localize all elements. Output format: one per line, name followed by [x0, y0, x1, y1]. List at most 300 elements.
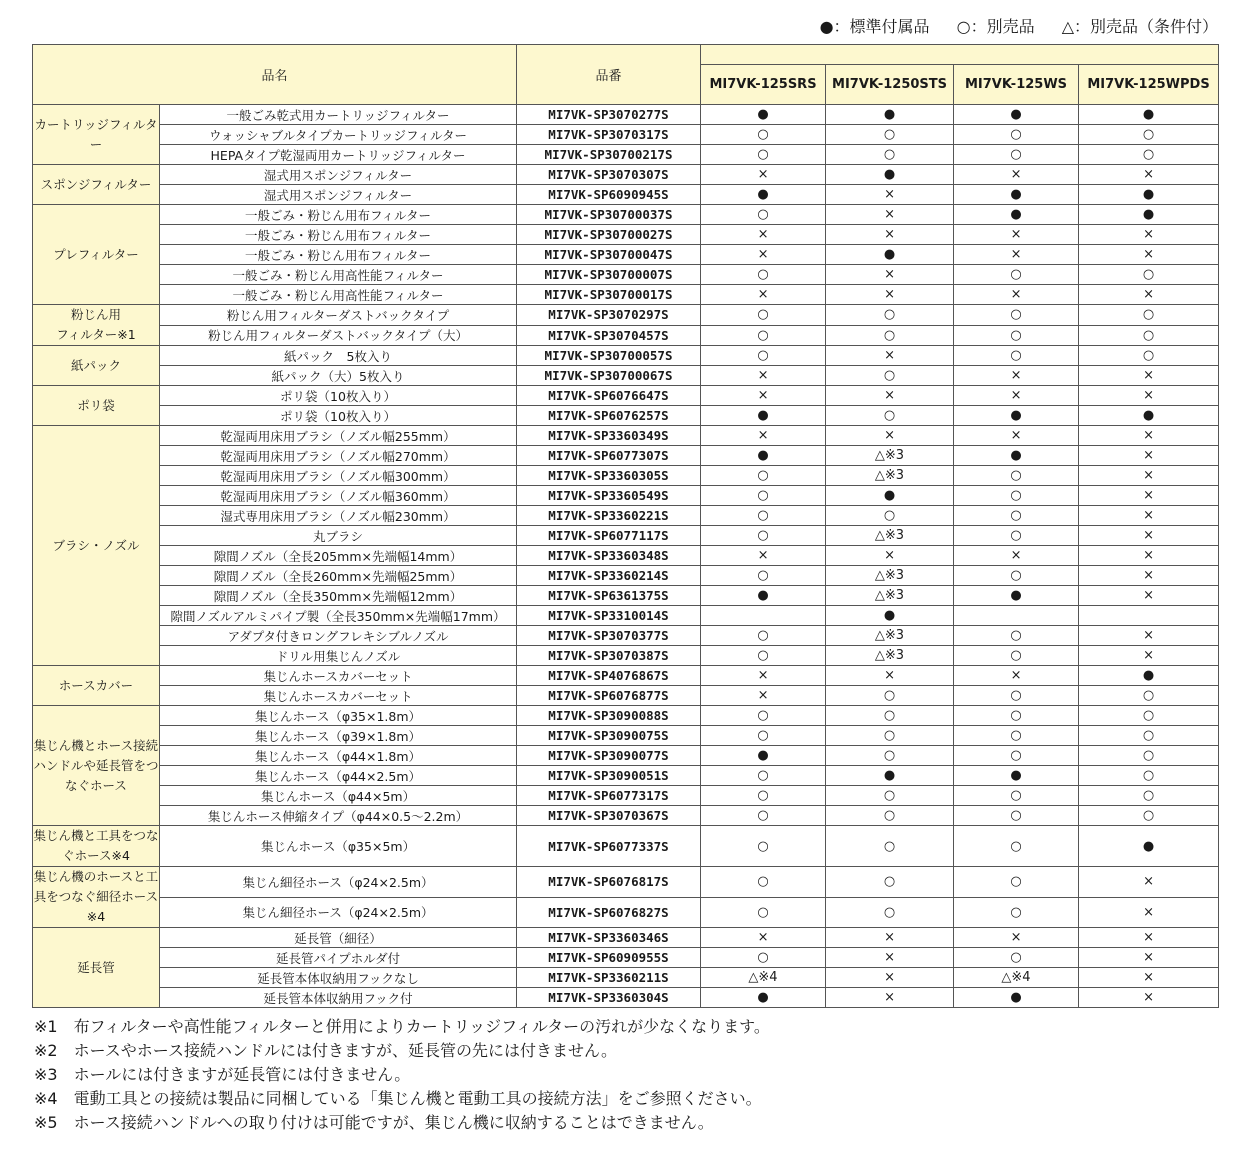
table-row	[33, 948, 1219, 968]
product-code-cell: MI7VK-SP6090945S	[517, 185, 701, 205]
availability-cell: ○	[954, 626, 1079, 646]
availability-cell: ×	[826, 346, 954, 366]
availability-cell: ○	[1079, 766, 1219, 786]
availability-cell: ○	[1079, 686, 1219, 706]
product-code-cell: MI7VK-SP3360549S	[517, 486, 701, 506]
availability-cell: ○	[1079, 786, 1219, 806]
product-code-cell: MI7VK-SP3070297S	[517, 305, 701, 326]
legend-optional: ○：別売品	[956, 17, 1035, 36]
availability-cell: ×	[826, 666, 954, 686]
product-name-cell: ポリ袋（10枚入り）	[160, 406, 517, 426]
product-code-cell: MI7VK-SP3360346S	[517, 928, 701, 948]
category-cell: ブラシ・ノズル	[33, 426, 160, 666]
table-body	[33, 105, 1219, 1008]
availability-cell: △※3	[826, 446, 954, 466]
table-row	[33, 526, 1219, 546]
availability-cell: ○	[1079, 305, 1219, 326]
availability-cell: ○	[954, 566, 1079, 586]
availability-cell: △※3	[826, 626, 954, 646]
availability-cell: ○	[701, 325, 826, 346]
product-name-cell: 延長管本体収納用フック付	[160, 988, 517, 1008]
availability-cell: ●	[954, 185, 1079, 205]
availability-cell: ×	[701, 366, 826, 386]
availability-cell: ○	[701, 646, 826, 666]
product-code-cell: MI7VK-SP3090075S	[517, 726, 701, 746]
header-models-band	[701, 45, 1219, 65]
availability-cell: ×	[826, 426, 954, 446]
product-name-cell: ウォッシャブルタイプカートリッジフィルター	[160, 125, 517, 145]
availability-cell: ●	[1079, 666, 1219, 686]
availability-cell: ○	[701, 786, 826, 806]
availability-cell: ○	[954, 526, 1079, 546]
table-row	[33, 686, 1219, 706]
product-name-cell: 一般ごみ・粉じん用高性能フィルター	[160, 265, 517, 285]
product-code-cell: MI7VK-SP3070317S	[517, 125, 701, 145]
product-name-cell: 一般ごみ・粉じん用布フィルター	[160, 245, 517, 265]
header-code: 品番	[517, 45, 701, 105]
availability-cell: ×	[954, 386, 1079, 406]
product-code-cell: MI7VK-SP6077337S	[517, 826, 701, 867]
product-code-cell: MI7VK-SP30700007S	[517, 265, 701, 285]
availability-cell: ×	[1079, 897, 1219, 928]
availability-cell: ×	[826, 968, 954, 988]
availability-cell	[954, 606, 1079, 626]
availability-cell: ●	[701, 406, 826, 426]
availability-cell: ×	[826, 546, 954, 566]
product-name-cell: 湿式専用床用ブラシ（ノズル幅230mm）	[160, 506, 517, 526]
availability-cell: ×	[701, 546, 826, 566]
availability-cell: ●	[954, 586, 1079, 606]
product-name-cell: 集じんホースカバーセット	[160, 686, 517, 706]
table-row	[33, 225, 1219, 245]
availability-cell: ×	[1079, 386, 1219, 406]
availability-cell: △※3	[826, 586, 954, 606]
legend	[820, 14, 1218, 37]
legend-standard: ●：標準付属品	[819, 17, 930, 36]
product-name-cell: 一般ごみ乾式用カートリッジフィルター	[160, 105, 517, 125]
table-row	[33, 726, 1219, 746]
table-row	[33, 245, 1219, 265]
footnote: ※1 布フィルターや高性能フィルターと併用によりカートリッジフィルターの汚れが少なくなります。	[34, 1017, 770, 1036]
availability-cell: ○	[954, 145, 1079, 165]
availability-cell	[701, 606, 826, 626]
product-name-cell: 隙間ノズルアルミパイプ製（全長350mm×先端幅17mm）	[160, 606, 517, 626]
availability-cell: ○	[826, 746, 954, 766]
availability-cell: ●	[1079, 105, 1219, 125]
availability-cell: ×	[1079, 586, 1219, 606]
availability-cell: ●	[1079, 185, 1219, 205]
availability-cell: ○	[826, 406, 954, 426]
availability-cell: ○	[1079, 706, 1219, 726]
product-name-cell: 粉じん用フィルターダストバックタイプ（大）	[160, 325, 517, 346]
availability-cell: ○	[954, 305, 1079, 326]
availability-cell	[1079, 606, 1219, 626]
table-row	[33, 826, 1219, 867]
availability-cell: ×	[954, 366, 1079, 386]
availability-cell: ○	[701, 948, 826, 968]
product-name-cell: ポリ袋（10枚入り）	[160, 386, 517, 406]
table-row	[33, 406, 1219, 426]
product-name-cell: アダプタ付きロングフレキシブルノズル	[160, 626, 517, 646]
availability-cell: ○	[954, 726, 1079, 746]
product-code-cell: MI7VK-SP3070387S	[517, 646, 701, 666]
availability-cell: ○	[826, 506, 954, 526]
product-code-cell: MI7VK-SP3360305S	[517, 466, 701, 486]
category-cell: ポリ袋	[33, 386, 160, 426]
table-row	[33, 546, 1219, 566]
product-code-cell: MI7VK-SP4076867S	[517, 666, 701, 686]
availability-cell: ○	[954, 786, 1079, 806]
availability-cell: ○	[1079, 265, 1219, 285]
product-name-cell: 一般ごみ・粉じん用高性能フィルター	[160, 285, 517, 305]
availability-cell: ×	[701, 666, 826, 686]
category-cell: スポンジフィルター	[33, 165, 160, 205]
header-model-2: MI7VK-1250STS	[826, 65, 954, 105]
availability-cell: ○	[701, 566, 826, 586]
availability-cell: ○	[826, 726, 954, 746]
product-name-cell: 乾湿両用床用ブラシ（ノズル幅360mm）	[160, 486, 517, 506]
table-row	[33, 746, 1219, 766]
product-name-cell: 延長管パイプホルダ付	[160, 948, 517, 968]
availability-cell: ○	[954, 686, 1079, 706]
accessory-table	[32, 44, 1219, 1008]
product-code-cell: MI7VK-SP3090077S	[517, 746, 701, 766]
availability-cell: ○	[1079, 746, 1219, 766]
availability-cell: ○	[954, 706, 1079, 726]
table-row	[33, 666, 1219, 686]
availability-cell: ○	[954, 948, 1079, 968]
product-code-cell: MI7VK-SP6076647S	[517, 386, 701, 406]
table-row	[33, 386, 1219, 406]
availability-cell: ×	[954, 245, 1079, 265]
availability-cell: ○	[1079, 806, 1219, 826]
availability-cell: ○	[826, 867, 954, 898]
product-name-cell: 紙パック 5枚入り	[160, 346, 517, 366]
category-cell: 集じん機とホース接続ハンドルや延長管をつなぐホース	[33, 706, 160, 826]
table-row	[33, 105, 1219, 125]
availability-cell: ×	[1079, 928, 1219, 948]
availability-cell: ×	[701, 386, 826, 406]
availability-cell: ○	[701, 486, 826, 506]
header-model-4: MI7VK-125WPDS	[1079, 65, 1219, 105]
product-name-cell: 集じんホース（φ44×1.8m）	[160, 746, 517, 766]
availability-cell: ●	[826, 245, 954, 265]
availability-cell: ○	[954, 125, 1079, 145]
availability-cell: ○	[826, 826, 954, 867]
product-code-cell: MI7VK-SP30700067S	[517, 366, 701, 386]
product-name-cell: 湿式用スポンジフィルター	[160, 185, 517, 205]
availability-cell: ○	[954, 346, 1079, 366]
table-row	[33, 185, 1219, 205]
availability-cell: ●	[826, 105, 954, 125]
availability-cell: ×	[701, 426, 826, 446]
table-row	[33, 325, 1219, 346]
availability-cell: ×	[701, 165, 826, 185]
table-row	[33, 988, 1219, 1008]
table-row	[33, 646, 1219, 666]
product-code-cell: MI7VK-SP3070277S	[517, 105, 701, 125]
product-code-cell: MI7VK-SP6077117S	[517, 526, 701, 546]
availability-cell: ×	[1079, 446, 1219, 466]
availability-cell: ○	[826, 786, 954, 806]
availability-cell: ○	[954, 486, 1079, 506]
table-row	[33, 285, 1219, 305]
availability-cell: ×	[826, 205, 954, 225]
category-cell: カートリッジフィルター	[33, 105, 160, 165]
table-row	[33, 366, 1219, 386]
availability-cell: ●	[701, 988, 826, 1008]
availability-cell: ○	[701, 205, 826, 225]
product-code-cell: MI7VK-SP30700217S	[517, 145, 701, 165]
availability-cell: ×	[1079, 426, 1219, 446]
product-name-cell: 乾湿両用床用ブラシ（ノズル幅270mm）	[160, 446, 517, 466]
availability-cell: ●	[826, 486, 954, 506]
availability-cell: ○	[701, 867, 826, 898]
product-code-cell: MI7VK-SP3090051S	[517, 766, 701, 786]
product-name-cell: 集じんホース（φ35×1.8m）	[160, 706, 517, 726]
table-row	[33, 265, 1219, 285]
availability-cell: ×	[1079, 948, 1219, 968]
availability-cell: ○	[954, 466, 1079, 486]
table-row	[33, 706, 1219, 726]
category-cell: プレフィルター	[33, 205, 160, 305]
table-row	[33, 446, 1219, 466]
availability-cell: ○	[954, 867, 1079, 898]
product-name-cell: 一般ごみ・粉じん用布フィルター	[160, 205, 517, 225]
availability-cell: ●	[954, 205, 1079, 225]
category-cell: ホースカバー	[33, 666, 160, 706]
availability-cell: ×	[826, 265, 954, 285]
availability-cell: ×	[701, 285, 826, 305]
availability-cell: ×	[1079, 486, 1219, 506]
table-row	[33, 606, 1219, 626]
availability-cell: ×	[701, 225, 826, 245]
availability-cell: ×	[826, 386, 954, 406]
table-row	[33, 506, 1219, 526]
availability-cell: ×	[954, 546, 1079, 566]
product-name-cell: 延長管本体収納用フックなし	[160, 968, 517, 988]
availability-cell: ×	[954, 225, 1079, 245]
product-code-cell: MI7VK-SP6077307S	[517, 446, 701, 466]
header-model-1: MI7VK-125SRS	[701, 65, 826, 105]
availability-cell: ×	[1079, 566, 1219, 586]
availability-cell: ○	[1079, 125, 1219, 145]
category-cell: 集じん機のホースと工具をつなぐ細径ホース※4	[33, 867, 160, 928]
product-name-cell: 湿式用スポンジフィルター	[160, 165, 517, 185]
product-name-cell: 一般ごみ・粉じん用布フィルター	[160, 225, 517, 245]
product-name-cell: 集じんホース（φ44×2.5m）	[160, 766, 517, 786]
availability-cell: ○	[701, 466, 826, 486]
product-name-cell: 丸ブラシ	[160, 526, 517, 546]
product-code-cell: MI7VK-SP6076827S	[517, 897, 701, 928]
availability-cell: ×	[701, 928, 826, 948]
availability-cell: ○	[954, 325, 1079, 346]
availability-cell: △※4	[701, 968, 826, 988]
table-row	[33, 346, 1219, 366]
availability-cell: ○	[1079, 726, 1219, 746]
availability-cell: ×	[1079, 285, 1219, 305]
product-code-cell: MI7VK-SP3070377S	[517, 626, 701, 646]
table-row	[33, 125, 1219, 145]
availability-cell: ●	[826, 606, 954, 626]
availability-cell: ○	[954, 897, 1079, 928]
availability-cell: ×	[701, 245, 826, 265]
table-row	[33, 566, 1219, 586]
availability-cell: ○	[826, 125, 954, 145]
category-cell: 集じん機と工具をつなぐホース※4	[33, 826, 160, 867]
availability-cell: ●	[701, 586, 826, 606]
availability-cell: ●	[954, 406, 1079, 426]
product-name-cell: 集じんホース（φ39×1.8m）	[160, 726, 517, 746]
product-code-cell: MI7VK-SP3360221S	[517, 506, 701, 526]
availability-cell: ×	[954, 426, 1079, 446]
table-row	[33, 766, 1219, 786]
availability-cell: ○	[954, 506, 1079, 526]
product-code-cell: MI7VK-SP30700027S	[517, 225, 701, 245]
availability-cell: ●	[826, 766, 954, 786]
product-name-cell: 隙間ノズル（全長205mm×先端幅14mm）	[160, 546, 517, 566]
availability-cell: ○	[701, 125, 826, 145]
product-code-cell: MI7VK-SP3360211S	[517, 968, 701, 988]
availability-cell: ●	[701, 446, 826, 466]
product-code-cell: MI7VK-SP30700037S	[517, 205, 701, 225]
table-row	[33, 305, 1219, 326]
availability-cell: ○	[826, 806, 954, 826]
availability-cell: ○	[701, 346, 826, 366]
availability-cell: ×	[1079, 466, 1219, 486]
availability-cell: ●	[701, 105, 826, 125]
availability-cell: △※3	[826, 566, 954, 586]
product-code-cell: MI7VK-SP3070367S	[517, 806, 701, 826]
product-name-cell: 集じんホースカバーセット	[160, 666, 517, 686]
accessory-table-wrapper	[32, 44, 1218, 1008]
availability-cell: ○	[826, 305, 954, 326]
availability-cell: ×	[1079, 968, 1219, 988]
product-name-cell: 集じん細径ホース（φ24×2.5m）	[160, 897, 517, 928]
availability-cell: ×	[1079, 526, 1219, 546]
availability-cell: ×	[826, 185, 954, 205]
availability-cell: ○	[954, 646, 1079, 666]
availability-cell: ○	[826, 706, 954, 726]
availability-cell: ×	[954, 666, 1079, 686]
product-code-cell: MI7VK-SP3310014S	[517, 606, 701, 626]
availability-cell: ○	[826, 366, 954, 386]
table-row	[33, 806, 1219, 826]
availability-cell: ○	[954, 746, 1079, 766]
product-name-cell: 隙間ノズル（全長260mm×先端幅25mm）	[160, 566, 517, 586]
product-code-cell: MI7VK-SP30700017S	[517, 285, 701, 305]
product-name-cell: 集じん細径ホース（φ24×2.5m）	[160, 867, 517, 898]
availability-cell: ●	[1079, 205, 1219, 225]
availability-cell: ○	[1079, 145, 1219, 165]
availability-cell: ×	[1079, 506, 1219, 526]
product-code-cell: MI7VK-SP6076877S	[517, 686, 701, 706]
availability-cell: ×	[826, 988, 954, 1008]
availability-cell: ×	[1079, 225, 1219, 245]
availability-cell: ●	[701, 185, 826, 205]
legend-conditional: △：別売品（条件付）	[1061, 17, 1218, 36]
table-row	[33, 426, 1219, 446]
availability-cell: ×	[954, 285, 1079, 305]
availability-cell: ○	[826, 325, 954, 346]
product-code-cell: MI7VK-SP3070457S	[517, 325, 701, 346]
product-code-cell: MI7VK-SP6090955S	[517, 948, 701, 968]
footnote: ※3 ホールには付きますが延長管には付きません。	[34, 1065, 411, 1084]
availability-cell: ×	[826, 928, 954, 948]
footnotes	[34, 1015, 770, 1135]
availability-cell: △※3	[826, 646, 954, 666]
product-name-cell: ドリル用集じんノズル	[160, 646, 517, 666]
table-row	[33, 165, 1219, 185]
table-row	[33, 626, 1219, 646]
availability-cell: ○	[954, 806, 1079, 826]
availability-cell: ●	[954, 766, 1079, 786]
category-cell: 延長管	[33, 928, 160, 1008]
product-code-cell: MI7VK-SP6361375S	[517, 586, 701, 606]
availability-cell: ○	[701, 897, 826, 928]
product-name-cell: 乾湿両用床用ブラシ（ノズル幅255mm）	[160, 426, 517, 446]
product-code-cell: MI7VK-SP6076817S	[517, 867, 701, 898]
table-row	[33, 786, 1219, 806]
availability-cell: ○	[701, 766, 826, 786]
availability-cell: ○	[701, 626, 826, 646]
header-model-3: MI7VK-125WS	[954, 65, 1079, 105]
availability-cell: ×	[1079, 366, 1219, 386]
availability-cell: ×	[1079, 546, 1219, 566]
availability-cell: ○	[701, 526, 826, 546]
product-name-cell: 紙パック（大）5枚入り	[160, 366, 517, 386]
product-code-cell: MI7VK-SP3360214S	[517, 566, 701, 586]
availability-cell: ×	[954, 165, 1079, 185]
availability-cell: ○	[701, 305, 826, 326]
availability-cell: ○	[826, 897, 954, 928]
availability-cell: ○	[954, 265, 1079, 285]
product-name-cell: 延長管（細径）	[160, 928, 517, 948]
availability-cell: ×	[826, 225, 954, 245]
footnote: ※4 電動工具との接続は製品に同梱している「集じん機と電動工具の接続方法」をご参照ください。	[34, 1089, 762, 1108]
header-name: 品名	[33, 45, 517, 105]
product-code-cell: MI7VK-SP3090088S	[517, 706, 701, 726]
availability-cell: ○	[826, 686, 954, 706]
availability-cell: △※3	[826, 526, 954, 546]
table-header	[33, 45, 1219, 105]
table-row	[33, 466, 1219, 486]
table-row	[33, 586, 1219, 606]
availability-cell: ×	[826, 948, 954, 968]
availability-cell: ×	[1079, 988, 1219, 1008]
product-name-cell: 粉じん用フィルターダストバックタイプ	[160, 305, 517, 326]
availability-cell: ○	[701, 806, 826, 826]
product-code-cell: MI7VK-SP30700047S	[517, 245, 701, 265]
availability-cell: ×	[1079, 626, 1219, 646]
product-code-cell: MI7VK-SP3360348S	[517, 546, 701, 566]
availability-cell: ×	[1079, 245, 1219, 265]
table-row	[33, 897, 1219, 928]
availability-cell: ●	[1079, 826, 1219, 867]
product-name-cell: 隙間ノズル（全長350mm×先端幅12mm）	[160, 586, 517, 606]
availability-cell: △※4	[954, 968, 1079, 988]
availability-cell: ○	[701, 265, 826, 285]
product-name-cell: 集じんホース伸縮タイプ（φ44×0.5～2.2m）	[160, 806, 517, 826]
availability-cell: ○	[701, 145, 826, 165]
availability-cell: ×	[1079, 165, 1219, 185]
availability-cell: ○	[1079, 325, 1219, 346]
availability-cell: ●	[954, 446, 1079, 466]
availability-cell: ○	[1079, 346, 1219, 366]
availability-cell: ○	[701, 726, 826, 746]
availability-cell: ×	[701, 686, 826, 706]
category-cell: 紙パック	[33, 346, 160, 386]
